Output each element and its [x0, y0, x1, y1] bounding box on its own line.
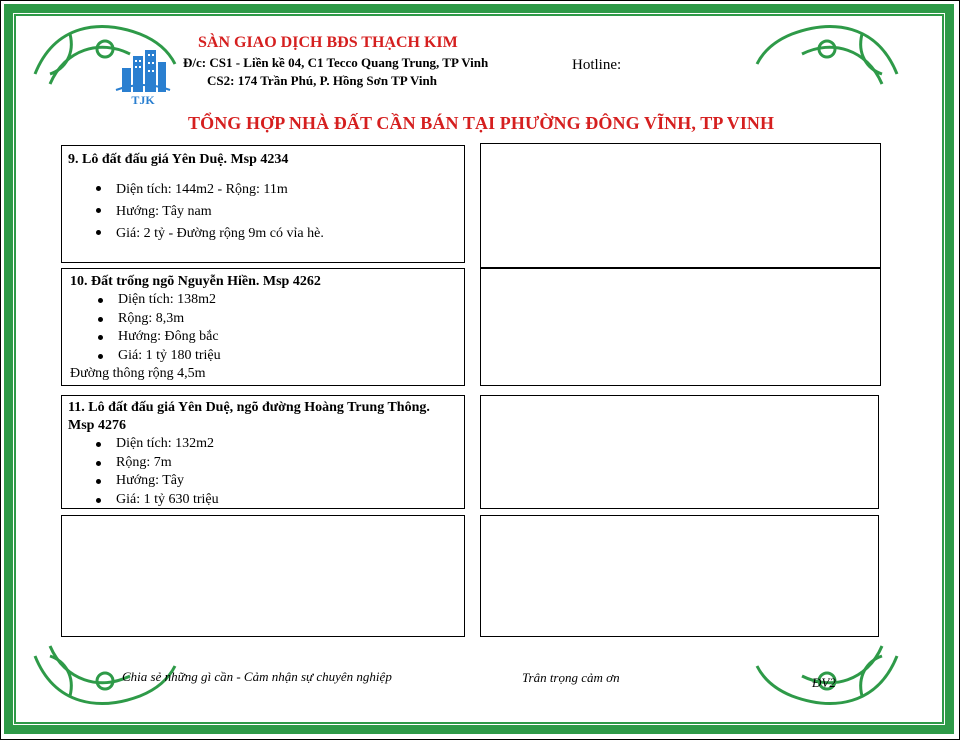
listing-card	[61, 395, 465, 509]
listing-title: 11. Lô đất đấu giá Yên Duệ, ngõ đường Hoàng Trung Thông. Msp 4276	[68, 400, 430, 433]
address-cs2: CS2: 174 Trần Phú, P. Hồng Sơn TP Vinh	[207, 73, 437, 88]
listing-card	[61, 268, 465, 386]
logo-text: TJK	[131, 93, 155, 106]
footer-thanks: Trân trọng cảm ơn	[522, 670, 620, 685]
hotline-label: Hotline:	[572, 57, 622, 73]
address-cs1: Đ/c: CS1 - Liền kề 04, C1 Tecco Quang Trung, TP Vinh	[183, 55, 489, 70]
listing-note: Đường thông rộng 4,5m	[70, 366, 206, 381]
listing-detail: Rộng: 8,3m	[70, 310, 456, 329]
listing-detail: Hướng: Tây nam	[68, 201, 458, 223]
photo-placeholder	[480, 395, 879, 509]
listing-detail: Diện tích: 144m2 - Rộng: 11m	[68, 179, 458, 201]
listing-card	[61, 145, 465, 263]
listing-title: 9. Lô đất đấu giá Yên Duệ. Msp 4234	[68, 152, 289, 167]
listing-detail: Rộng: 7m	[68, 454, 458, 473]
company-logo	[112, 46, 174, 106]
listing-detail: Diện tích: 138m2	[70, 291, 456, 310]
company-name: SÀN GIAO DỊCH BĐS THẠCH KIM	[198, 34, 458, 51]
listing-detail: Hướng: Đông bắc	[70, 328, 456, 347]
page-title: TỔNG HỢP NHÀ ĐẤT CẦN BÁN TẠI PHƯỜNG ĐÔNG VĨNH, TP VINH	[188, 113, 775, 133]
footer-slogan: Chia sẻ những gì cần - Cảm nhận sự chuyên nghiệp	[122, 669, 392, 684]
empty-listing-card	[61, 515, 465, 637]
listing-detail: Giá: 1 tỷ 630 triệu	[68, 491, 458, 510]
listing-detail: Giá: 2 tỷ - Đường rộng 9m có vỉa hè.	[68, 223, 458, 245]
listing-detail: Diện tích: 132m2	[68, 435, 458, 454]
corner-ornament-bottom-right	[752, 626, 902, 721]
footer-code: ĐV2	[812, 675, 836, 690]
photo-placeholder	[480, 515, 879, 637]
photo-placeholder	[480, 143, 881, 268]
photo-placeholder	[480, 268, 881, 386]
listing-detail: Hướng: Tây	[68, 472, 458, 491]
listing-title: 10. Đất trống ngõ Nguyễn Hiền. Msp 4262	[70, 274, 321, 289]
listing-detail: Giá: 1 tỷ 180 triệu	[70, 347, 456, 366]
corner-ornament-top-right	[752, 14, 902, 104]
